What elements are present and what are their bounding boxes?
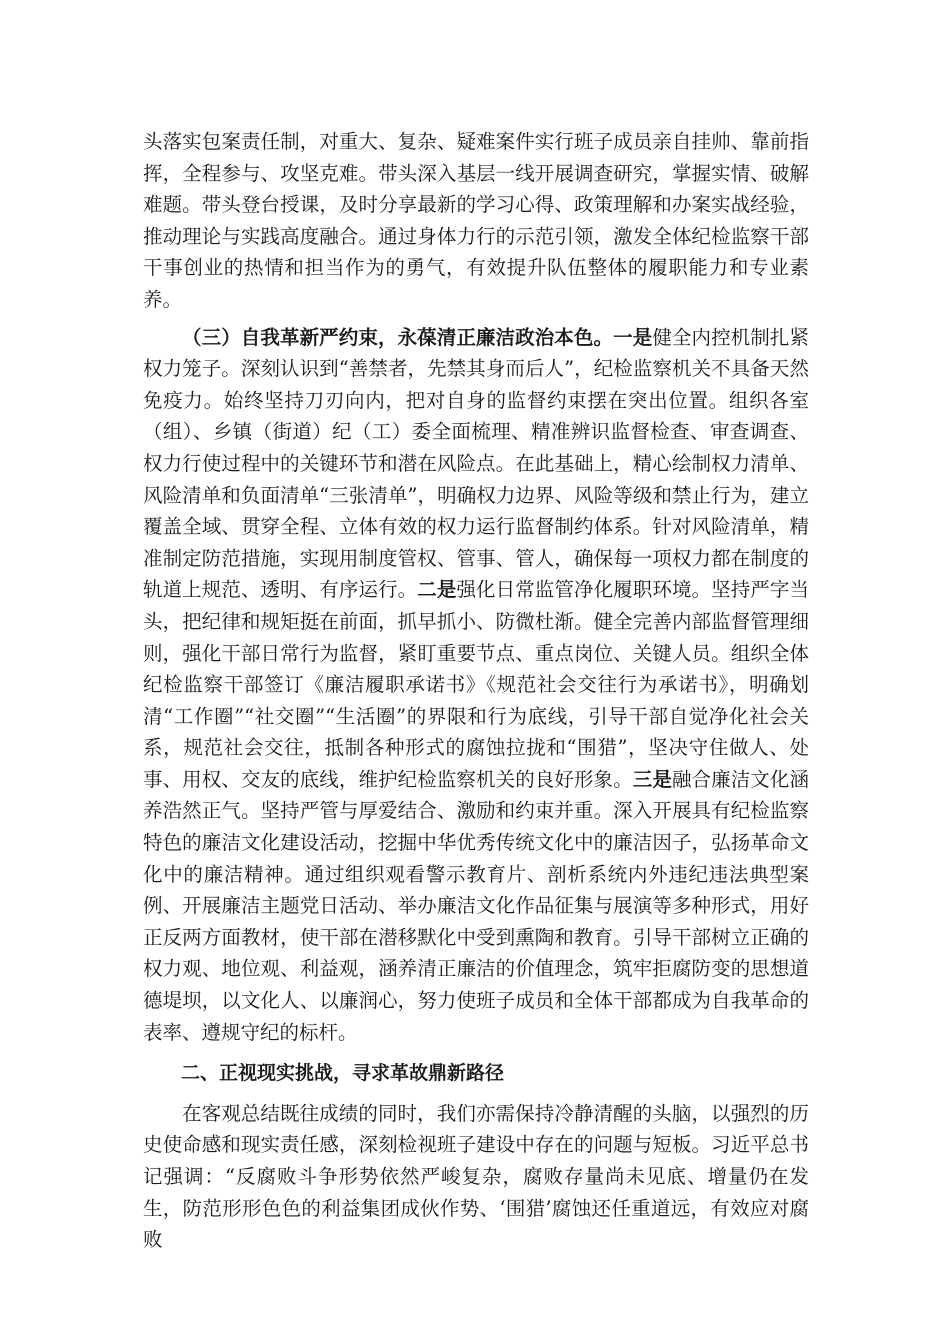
subsection-heading: （三）自我革新严约束，永葆清正廉洁政治本色。 xyxy=(182,325,614,349)
section-heading: 二、正视现实挑战，寻求革故鼎新路径 xyxy=(181,1062,505,1085)
point-text-two: 强化日常监管净化履职环境。坚持严字当头，把纪律和规矩挺在前面，抓早抓小、防微杜渐。健全完善内部监督管理细则，强化干部日常行为监督，紧盯重要节点、重点岗位、关键人员。组织全体纪检监察干部签订《廉洁履职承诺书》《规范社会交往行为承诺书》，明确划清“工作圈”“社交圈”“生活圈”的界限和行为底线，引导干部自觉净化社会关系，规范社会交往，抵制各种形式的腐蚀拉拢和“围猎”，坚决守住做人、处事、用权、交友的底线，维护纪检监察机关的良好形象。 xyxy=(143,578,809,791)
point-lead-three: 三是 xyxy=(632,767,672,791)
paragraph-self-discipline xyxy=(143,322,809,1049)
point-lead-two: 二是 xyxy=(417,578,457,602)
point-lead-one: 一是 xyxy=(613,325,653,349)
paragraph-text: 在客观总结既往成绩的同时，我们亦需保持冷静清醒的头脑，以强烈的历史使命感和现实责任感，深刻检视班子建设中存在的问题与短板。习近平总书记强调：“反腐败斗争形势依然严峻复杂，腐败存量尚未见底、增量仍在发生，防范形形色色的利益集团成伙作势、‘围猎’腐蚀还任重道远，有效应对腐败 xyxy=(143,1101,809,1252)
point-text-one: 健全内控机制扎紧权力笼子。深刻认识到“善禁者，先禁其身而后人”，纪检监察机关不具备天然免疫力。始终坚持刀刃向内，把对自身的监督约束摆在突出位置。组织各室（组）、乡镇（街道）纪（工）委全面梳理、精准辨识监督检查、审查调查、权力行使过程中的关键环节和潜在风险点。在此基础上，精心绘制权力清单、风险清单和负面清单“三张清单”，明确权力边界、风险等级和禁止行为，建立覆盖全域、贯穿全程、立体有效的权力运行监督制约体系。针对风险清单，精准制定防范措施，实现用制度管权、管事、管人，确保每一项权力都在制度的轨道上规范、透明、有序运行。 xyxy=(143,325,809,602)
paragraph-text: 头落实包案责任制，对重大、复杂、疑难案件实行班子成员亲自挂帅、靠前指挥，全程参与、攻坚克难。带头深入基层一线开展调查研究，掌握实情、破解难题。带头登台授课，及时分享最新的学习心得、政策理解和办案实战经验，推动理论与实践高度融合。通过身体力行的示范引领，激发全体纪检监察干部干事创业的热情和担当作为的勇气，有效提升队伍整体的履职能力和专业素养。 xyxy=(143,130,809,311)
paragraph-continuation xyxy=(143,126,809,316)
document-page xyxy=(143,126,809,1256)
paragraph-challenges xyxy=(143,1098,809,1256)
point-text-three: 融合廉洁文化涵养浩然正气。坚持严管与厚爱结合、激励和约束并重。深入开展具有纪检监察特色的廉洁文化建设活动，挖掘中华优秀传统文化中的廉洁因子，弘扬革命文化中的廉洁精神。通过组织观看警示教育片、剖析系统内外违纪违法典型案例、开展廉洁主题党日活动、举办廉洁文化作品征集与展演等多种形式，用好正反两方面教材，使干部在潜移默化中受到熏陶和教育。引导干部树立正确的权力观、地位观、利益观，涵养清正廉洁的价值理念，筑牢拒腐防变的思想道德堤坝，以文化人、以廉润心，努力使班子成员和全体干部都成为自我革命的表率、遵规守纪的标杆。 xyxy=(143,767,809,1044)
